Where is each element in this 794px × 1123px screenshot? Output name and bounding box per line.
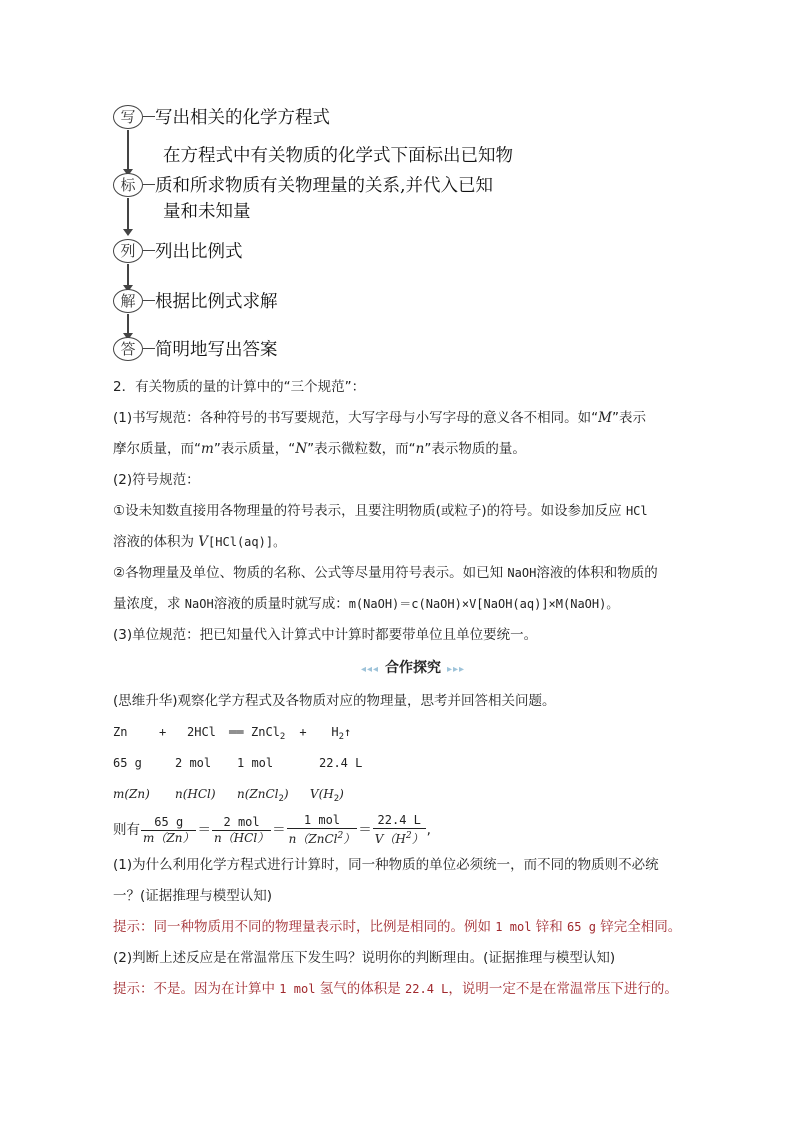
flow-arrow: [127, 264, 129, 286]
norms-para-1-line1: (1)书写规范：各种符号的书写要规范，大写字母与小写字母的意义各不相同。如“M”表示: [113, 410, 646, 426]
step-text-mark-line1: 在方程式中有关物质的化学式下面标出已知物: [163, 146, 513, 166]
answer-2: 提示：不是。因为在计算中 1 mol 氢气的体积是 22.4 L，说明一定不是在常温常压下进行的。: [113, 981, 678, 997]
step-circle-answer: 答: [113, 337, 143, 361]
step-circle-write: 写: [113, 105, 143, 129]
step-text-mark-line2: 质和所求物质有关物理量的关系,并代入已知: [155, 176, 494, 196]
norms-para-2: (2)符号规范：: [113, 472, 200, 488]
question-2: (2)判断上述反应是在常温常压下发生吗？说明你的判断理由。(证据推理与模型认知): [113, 950, 616, 966]
explore-intro: (思维升华)观察化学方程式及各物质对应的物理量，思考并回答相关问题。: [113, 693, 556, 709]
fraction-zn: $\frac{65 g}{m(Zn)}$: [143, 814, 195, 845]
question-1-line2: 一？(证据推理与模型认知): [113, 888, 273, 904]
flow-step-mark: [113, 172, 493, 197]
step-text-solve: 根据比例式求解: [155, 292, 278, 312]
flow-step-list: [113, 238, 243, 263]
step-text-answer: 简明地写出答案: [155, 340, 278, 360]
ratio-equation: 则有 $\frac{65 g}{m(Zn)}$ ＝ $\frac{\text{2 mol}}{\text{n（HCl）}}$ ＝ $\frac{\text{1 mol}}{n(ZnCl^2)}$ ＝ $\frac{22.4 L}{V(H^2)}$ ,: [113, 813, 431, 846]
norms-para-5: (3)单位规范：把已知量代入计算式中计算时都要带单位且单位要统一。: [113, 627, 538, 643]
fraction-h2: $\frac{22.4 L}{V(H^2)}$: [374, 813, 424, 846]
step-text-list: 列出比例式: [155, 242, 243, 262]
norms-para-4-line2: 量浓度，求 NaOH溶液的质量时就写成：m(NaOH)＝c(NaOH)×V[NaOH(aq)]×M(NaOH)。: [113, 596, 619, 612]
flow-arrow: [127, 314, 129, 334]
norms-para-4-line1: ②各物理量及单位、物质的名称、公式等尽量用符号表示。如已知 NaOH溶液的体积和物质的: [113, 565, 658, 581]
question-1-line1: (1)为什么利用化学方程式进行计算时，同一种物质的单位必须统一，而不同的物质则不必统: [113, 857, 659, 873]
fraction-hcl: $\frac{\text{2 mol}}{\text{n（HCl）}}$: [213, 814, 270, 845]
flow-step-write: [113, 104, 330, 129]
norms-para-1-line2: 摩尔质量，而“m”表示质量，“N”表示微粒数，而“n”表示物质的量。: [113, 441, 526, 457]
ornament-left-icon: ◂◂◂: [360, 664, 379, 675]
step-circle-solve: 解: [113, 289, 143, 313]
answer-1: 提示：同一种物质用不同的物理量表示时，比例是相同的。例如 1 mol 锌和 65 g 锌完全相同。: [113, 919, 682, 935]
quantity-row: 65 g 2 mol 1 mol 22.4 L: [113, 756, 363, 770]
step-text-write: 写出相关的化学方程式: [155, 108, 330, 128]
up-arrow-icon: ↑: [343, 725, 352, 739]
norms-para-3-line2: 溶液的体积为 V[HCl(aq)]。: [113, 534, 286, 550]
solution-steps-flowchart: [113, 100, 573, 370]
fraction-zncl2: $\frac{\text{1 mol}}{n(ZnCl^2)}$: [288, 813, 356, 846]
flow-arrow: [127, 130, 129, 170]
norms-heading: 2．有关物质的量的计算中的“三个规范”：: [113, 379, 366, 395]
step-circle-list: 列: [113, 239, 143, 263]
flow-arrow: [127, 198, 129, 230]
main-content: [113, 372, 713, 1005]
ornament-right-icon: ▸▸▸: [447, 664, 466, 675]
chemical-equation: Zn + 2HCl ══ ZnCl2 + H2↑: [113, 717, 713, 748]
norms-para-3-line1: ①设未知数直接用各物理量的符号表示，且要注明物质(或粒子)的符号。如设参加反应 HCl: [113, 503, 648, 519]
step-circle-mark: 标: [113, 173, 143, 197]
section-title-cooperative-inquiry: ◂◂◂ 合作探究 ▸▸▸: [360, 660, 466, 676]
step-text-mark-line3: 量和未知量: [163, 202, 251, 222]
flow-step-solve: [113, 288, 278, 313]
symbol-row: m(Zn) n(HCl) n(ZnCl2) V(H2): [113, 787, 344, 804]
flow-step-answer: [113, 336, 278, 361]
